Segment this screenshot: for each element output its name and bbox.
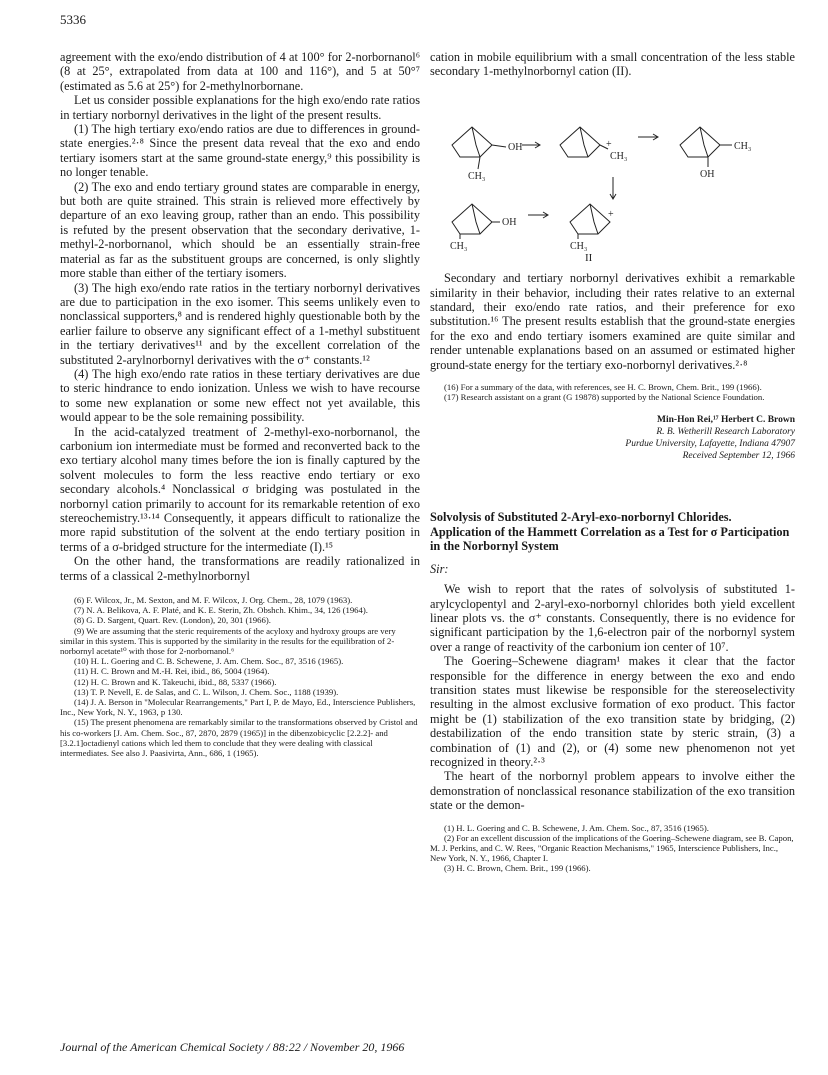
cation-structure: [560, 127, 600, 157]
left-column: [60, 50, 420, 758]
paragraph: cation in mobile equilibrium with a small concentration of the less stable secondary 1-methylnorbornyl cation (II).: [430, 50, 795, 79]
footnote: (15) The present phenomena are remarkably similar to the transformations observed by Cristol and his co-workers [J. Am. Chem. Soc., 87, 2870, 2879 (1965)] in the dibenzobicyclic [2.2.2]- and [3.2.1]octadienyl cations which led them to conclude that they were dealing with classical intermediates. See also J. Paasivirta, Ann., 686, 1 (1965).: [60, 717, 418, 759]
page-number: 5336: [60, 12, 86, 27]
footnote: (13) T. P. Nevell, E. de Salas, and C. L. Wilson, J. Chem. Soc., 1188 (1939).: [74, 686, 339, 697]
footnote: (11) H. C. Brown and M.-H. Rei, ibid., 86, 5004 (1964).: [74, 666, 270, 677]
footnote: (6) F. Wilcox, Jr., M. Sexton, and M. F. Wilcox, J. Org. Chem., 28, 1079 (1963).: [74, 595, 353, 606]
paragraph: (2) The exo and endo tertiary ground states are comparable in energy, but both are quite strained. This strain is relieved more effectively by departure of an exo leaving group, rather than an endo. This possibility is refuted by the present observation that the secondary derivative, 1-methyl-2-norbornanol, which should be an essentially strain-free material as far as the substituent groups are concerned, is only slightly more stable than either of the tertiary isomers.: [60, 179, 420, 281]
cation-charge: +: [608, 208, 614, 220]
label-ch3: CH₃: [450, 240, 468, 252]
institution: Purdue University, Lafayette, Indiana 47907: [625, 439, 795, 450]
paragraph: Let us consider possible explanations for the high exo/endo rate ratios in tertiary norbornyl derivatives in the light of the present results.: [60, 93, 420, 122]
compound-label: II: [585, 251, 593, 262]
norbornane-structure: [452, 127, 492, 157]
label-ch3: CH₃: [468, 170, 486, 182]
article-title: Solvolysis of Substituted 2-Aryl-exo-norbornyl Chlorides. Application of the Hammett Correlation as a Test for σ Participation in the Norbornyl System: [430, 510, 790, 554]
norbornane-structure: [680, 127, 720, 157]
footnotes: [430, 382, 795, 402]
journal-footer: Journal of the American Chemical Society / 88:22 / November 20, 1966: [60, 1040, 405, 1054]
footnotes: [60, 595, 420, 758]
footnote: (10) H. L. Goering and C. B. Schewene, J. Am. Chem. Soc., 87, 3516 (1965).: [74, 656, 344, 667]
label-oh: OH: [508, 141, 523, 153]
reaction-scheme: [430, 87, 795, 262]
paragraph: The heart of the norbornyl problem appears to involve either the demonstration of nonclassical resonance stabilization of the exo transition state or the demon-: [430, 769, 795, 813]
paragraph: (1) The high tertiary exo/endo ratios are due to differences in ground-state energies.²·⁸ Since the present data reveal that the exo and endo tertiary isomers start at the same ground-state energy,⁹ this possibility is no longer tenable.: [60, 122, 420, 180]
author-names: Min-Hon Rei,¹⁷ Herbert C. Brown: [657, 415, 795, 426]
cation-structure: [570, 204, 610, 234]
paragraph: On the other hand, the transformations are readily rationalized in terms of a classical 2-methylnorbornyl: [60, 554, 420, 583]
footnote: (14) J. A. Berson in "Molecular Rearrangements," Part I, P. de Mayo, Ed., Interscience Publishers, Inc., New York, N. Y., 1963, p 130.: [60, 697, 416, 718]
label-ch3: CH₃: [610, 150, 628, 162]
label-ch3: CH₃: [570, 240, 588, 252]
footnote: (7) N. A. Belikova, A. F. Platé, and K. E. Sterin, Zh. Obshch. Khim., 34, 126 (1964).: [74, 605, 368, 616]
paragraph: Secondary and tertiary norbornyl derivatives exhibit a remarkable similarity in their behavior, including their rates relative to an external standard, their exo/endo rate ratios, and their preference for exo substitution.¹⁶ The present results establish that the ground-state energies for the exo and endo tertiary isomers examined are quite similar and render untenable explanations based on an assumed or estimated higher ground-state energy for the tertiary exo-norbornyl derivatives.²·⁸: [430, 271, 795, 372]
paragraph: (3) The high exo/endo rate ratios in the tertiary norbornyl derivatives are due to participation in the exo isomer. This seems unlikely even to nonclassical supporters,⁸ and is rendered highly questionable both by the earlier failure to observe any significant effect of a 1-methyl substituent in the tertiary derivatives¹¹ and by the excellent correlation of the substituted 2-arylnorbornyl derivatives with the σ⁺ constants.¹²: [60, 280, 420, 367]
footnotes: [430, 823, 795, 874]
label-oh: OH: [502, 216, 517, 228]
right-column: [430, 50, 795, 874]
paragraph: In the acid-catalyzed treatment of 2-methyl-exo-norbornanol, the carbonium ion intermediate must be formed and reconverted back to the exo tertiary alcohol many times before the ion is finally captured by the solvent molecules to form the less reactive endo tertiary or exo secondary alcohols.⁴ Nonclassical σ bridging was postulated in the norbornyl cation primarily to account for its remarkable retention of exo stereochemistry.¹³·¹⁴ Consequently, it appears difficult to rationalize the more rapid substitution of the solvent at the endo tertiary position in terms of a σ-bridged structure for the intermediate (I).¹⁵: [60, 424, 420, 554]
paragraph: (4) The high exo/endo rate ratios in these tertiary derivatives are due to steric hindrance to endo ionization. Unless we wish to have recourse to some new explanation or some new effect not yet available, this would appear to be the sole remaining possibility.: [60, 366, 420, 425]
footnote: (1) H. L. Goering and C. B. Schewene, J. Am. Chem. Soc., 87, 3516 (1965).: [444, 822, 709, 833]
footnote: (2) For an excellent discussion of the implications of the Goering–Schewene diagram, see B. Capon, M. J. Perkins, and C. W. Rees, "Organic Reaction Mechanisms," 1965, Interscience Publishers, Inc., New York, N. Y., 1966, Chapter I.: [430, 832, 794, 864]
signature: [430, 414, 795, 462]
salutation: Sir:: [430, 561, 449, 576]
label-oh: OH: [700, 168, 715, 180]
footnote: (9) We are assuming that the steric requirements of the acyloxy and hydroxy groups are very similar in this system. This is supported by the similarity in the results for the equilibration of 2-norbornyl acetate¹⁰ with those for 2-norbornanol.⁶: [60, 625, 396, 657]
paragraph: The Goering–Schewene diagram¹ makes it clear that the factor responsible for the difference in energy between the exo and endo transition states must likewise be responsible for the stereoselectivity resulting in the almost exclusive formation of exo product. This factor might be (1) stabilization of the exo transition state by bridging, (2) destabilization of the endo transition state by steric strain, (3) a combination of (1) and (2), or (4) some new phenomenon not yet recognized in theory.²·³: [430, 654, 795, 769]
footnote: (3) H. C. Brown, Chem. Brit., 199 (1966).: [444, 863, 591, 874]
footnote: (8) G. D. Sargent, Quart. Rev. (London), 20, 301 (1966).: [74, 615, 271, 626]
norbornane-structure: [452, 204, 492, 234]
paragraph: agreement with the exo/endo distribution of 4 at 100° for 2-norbornanol⁶ (8 at 25°, extrapolated from data at 100 and 116°), and 5 at 50°⁷ (estimated as 5.6 at 25°) for 2-methylnorbornane.: [60, 50, 420, 93]
footnote: (12) H. C. Brown and K. Takeuchi, ibid., 88, 5337 (1966).: [74, 676, 277, 687]
footnote: (17) Research assistant on a grant (G 19878) supported by the National Science Foundation.: [444, 392, 765, 403]
received-date: Received September 12, 1966: [682, 451, 795, 462]
footnote: (16) For a summary of the data, with references, see H. C. Brown, Chem. Brit., 199 (1966).: [444, 382, 762, 393]
paragraph: We wish to report that the rates of solvolysis of substituted 1-arylcyclopentyl and 2-aryl-exo-norbornyl chlorides both yield excellent linear plots vs. the σ⁺ constants. Consequently, there is no evidence for significant participation by the 1,6-electron pair of the norbornyl system over a range of reactivity of the carbonium ion center of 10⁷.: [430, 582, 795, 654]
cation-charge: +: [606, 138, 612, 150]
lab-name: R. B. Wetherill Research Laboratory: [656, 427, 795, 438]
label-ch3: CH₃: [734, 140, 752, 152]
